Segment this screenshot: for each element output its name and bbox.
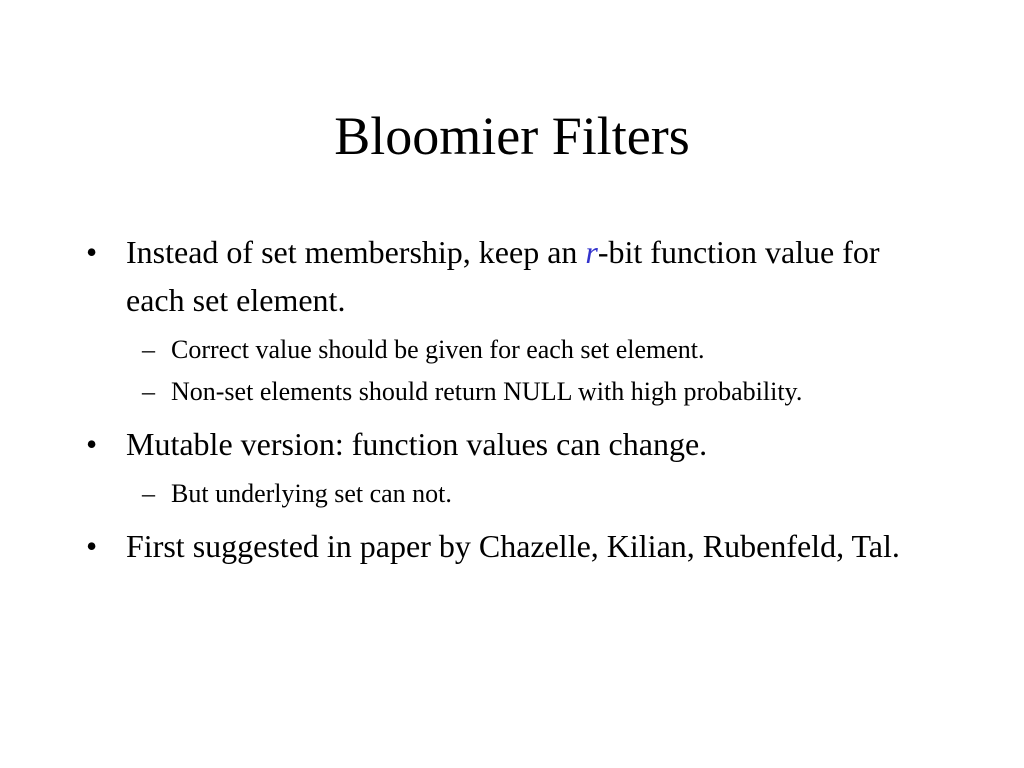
- dash-marker: –: [142, 479, 155, 508]
- bullet-marker: •: [86, 528, 98, 564]
- variable-r: r: [585, 234, 598, 270]
- bullet-text: Mutable version: function values can change.: [126, 426, 708, 462]
- slide-body: [80, 228, 940, 576]
- bullet-text-after: -bit function value for each set element.: [126, 234, 880, 318]
- sub-bullet-item-1-1: [80, 330, 940, 370]
- slide-title: Bloomier Filters: [334, 106, 690, 166]
- bullet-text-before: Instead of set membership, keep an: [126, 234, 586, 270]
- dash-marker: –: [142, 335, 155, 364]
- sub-bullet-text: Correct value should be given for each set element.: [171, 335, 705, 364]
- sub-bullet-item-1-2: [80, 372, 940, 412]
- sub-bullet-text: Non-set elements should return NULL with high probability.: [171, 377, 803, 406]
- bullet-marker: •: [86, 426, 98, 462]
- bullet-item-3: [80, 522, 940, 570]
- bullet-item-1: [80, 228, 940, 324]
- bullet-text: First suggested in paper by Chazelle, Kilian, Rubenfeld, Tal.: [126, 528, 900, 564]
- sub-bullet-text: But underlying set can not.: [171, 479, 452, 508]
- bullet-item-2: [80, 420, 940, 468]
- bullet-marker: •: [86, 234, 98, 270]
- dash-marker: –: [142, 377, 155, 406]
- sub-bullet-item-2-1: [80, 474, 940, 514]
